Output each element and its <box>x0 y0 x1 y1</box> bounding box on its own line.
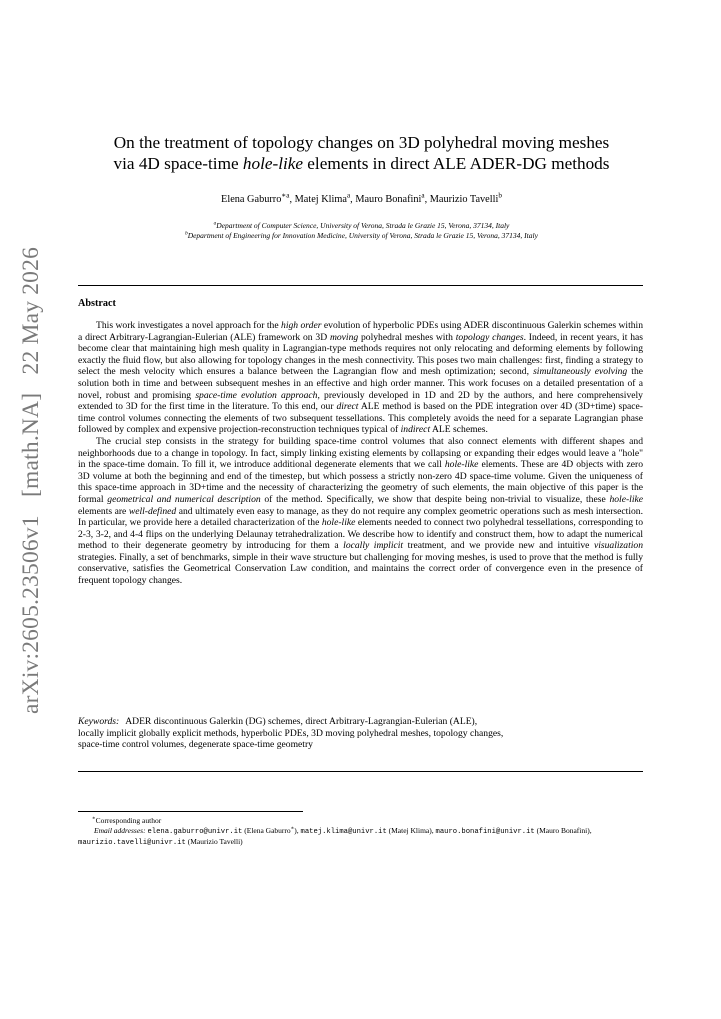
footnotes <box>78 816 643 848</box>
keywords-line-3: space-time control volumes, degenerate space-time geometry <box>78 739 313 751</box>
title-line-2-em: hole-like <box>242 154 303 173</box>
author: Elena Gaburro$^{∗a}$ <box>221 191 290 205</box>
keywords <box>78 716 643 751</box>
paper-title <box>80 132 643 174</box>
keywords-label: Keywords: <box>78 716 120 727</box>
email-link[interactable]: matej.klima@univr.it <box>300 828 387 836</box>
email-label: Email addresses: <box>94 826 146 835</box>
footnote-emails: Email addresses: elena.gaburro@univr.it (Elena Gaburro∗), matej.klima@univr.it (Matej Klima), mauro.bonafini@univr.it (Mauro Bonafini), maurizio.tavelli@univr.it (Maurizio Tavelli) <box>78 825 592 847</box>
arxiv-id[interactable]: arXiv:2605.23506v1 <box>18 515 44 714</box>
email-link[interactable]: elena.gaburro@univr.it <box>147 828 243 836</box>
abstract-paragraph-2: The crucial step consists in the strategy for building space-time control volumes that also connect elements with different shapes and neighborhoods due to a change in topology. In fact, simply linking existing elements by collapsing or expanding their edges would leave a "hole" in the space-time domain. To fill it, we introduce additional degenerate elements that we call hole-like elements. These are 4D objects with zero 3D volume at both the beginning and end of the timestep, but which possess a strictly non-zero 4D space-time volume. Given the uniqueness of this space-time approach in 3D+time and the necessity of characterizing the geometry of such elements, the main objective of this paper is the formal geometrical and numerical description of the method. Specifically, we show that despite being non-trivial to visualize, these hole-like elements are well-defined and ultimately even easy to manage, as they do not require any complex geometric operations such as mesh intersection. In particular, we provide here a detailed characterization of the hole-like elements needed to connect two polyhedral tessellations, corresponding to 2-3, 3-2, and 4-4 flips on the underlying Delaunay tetrahedralization. We describe how to identify and construct them, how to adapt the numerical method to their degenerate geometry by introducing for them a locally implicit treatment, and we provide new and intuitive visualization strategies. Finally, a set of benchmarks, simple in their wave structure but challenging for moving meshes, is used to prove that the method is fully conservative, satisfies the Geometrical Conservation Law condition, and maintains the correct order of convergence even in the presence of frequent topology changes. <box>78 435 644 587</box>
keywords-line-1: ADER discontinuous Galerkin (DG) schemes, direct Arbitrary-Lagrangian-Eulerian (ALE), <box>125 716 478 727</box>
abstract-top-rule <box>78 285 643 286</box>
footnote-rule <box>78 811 303 812</box>
title-line-1: On the treatment of topology changes on 3D polyhedral moving meshes <box>113 133 610 152</box>
title-line-2-b: elements in direct ALE ADER-DG methods <box>303 154 610 173</box>
abstract-paragraph-1: This work investigates a novel approach for the high order evolution of hyperbolic PDEs using ADER discontinuous Galerkin schemes within a direct Arbitrary-Lagrangian-Eulerian (ALE) framework on 3D moving polyhedral meshes with topology changes. Indeed, in recent years, it has become clear that maintaining high mesh quality in Lagrangian-type methods requires not only relocating and deforming elements by following exactly the fluid flow, but also allowing for topology changes in the mesh connectivity. This poses two main challenges: first, finding a strategy to select the mesh velocity which ensures a balance between the Lagrangian flow and mesh optimization; second, simultaneously evolving the solution both in time and between subsequent meshes in an effective and high order manner. This work focuses on a detailed presentation of a novel, robust and promising space-time evolution approach, previously developed in 1D and 2D by the authors, and here comprehensively extended to 3D for the first time in the literature. To this end, our direct ALE method is based on the PDE integration over 4D (3D+time) space-time control volumes connecting the elements of two subsequent tessellations. This completely avoids the need for a separate Lagrangian phase followed by complex and expensive projection-reconstruction techniques typical of indirect ALE schemes. <box>78 320 644 436</box>
affiliations <box>80 221 643 241</box>
author-list: Elena Gaburro$^{∗a}$, Matej Klima$^a$, Mauro Bonafini$^a$, Maurizio Tavelli$^b$ <box>221 191 502 205</box>
affiliation-b: $^b$Department of Engineering for Innovation Medicine, University of Verona, Strada le Grazie 15, Verona, 37134, Italy <box>185 230 538 240</box>
keywords-line-2: locally implicit globally explicit methods, hyperbolic PDEs, 3D moving polyhedral meshes, topology changes, <box>78 727 504 739</box>
title-line-2 <box>80 153 643 174</box>
author: Mauro Bonafini$^a$ <box>355 191 425 205</box>
arxiv-side-stamp <box>16 0 76 714</box>
abstract-heading: Abstract <box>78 298 116 309</box>
affiliation-a: $^a$Department of Computer Science, University of Verona, Strada le Grazie 15, Verona, 37134, Italy <box>213 220 510 230</box>
author: Matej Klima$^a$ <box>294 191 351 205</box>
arxiv-date: 22 May 2026 <box>18 246 44 375</box>
author: Maurizio Tavelli$^b$ <box>429 191 502 205</box>
footnote-corresponding: ∗Corresponding author <box>92 815 162 825</box>
abstract-bottom-rule <box>78 771 643 772</box>
arxiv-subject: [math.NA] <box>18 392 44 497</box>
email-link[interactable]: maurizio.tavelli@univr.it <box>78 839 186 847</box>
email-link[interactable]: mauro.bonafini@univr.it <box>435 828 535 836</box>
abstract-body <box>78 320 643 587</box>
title-line-2-a: via 4D space-time <box>113 154 243 173</box>
